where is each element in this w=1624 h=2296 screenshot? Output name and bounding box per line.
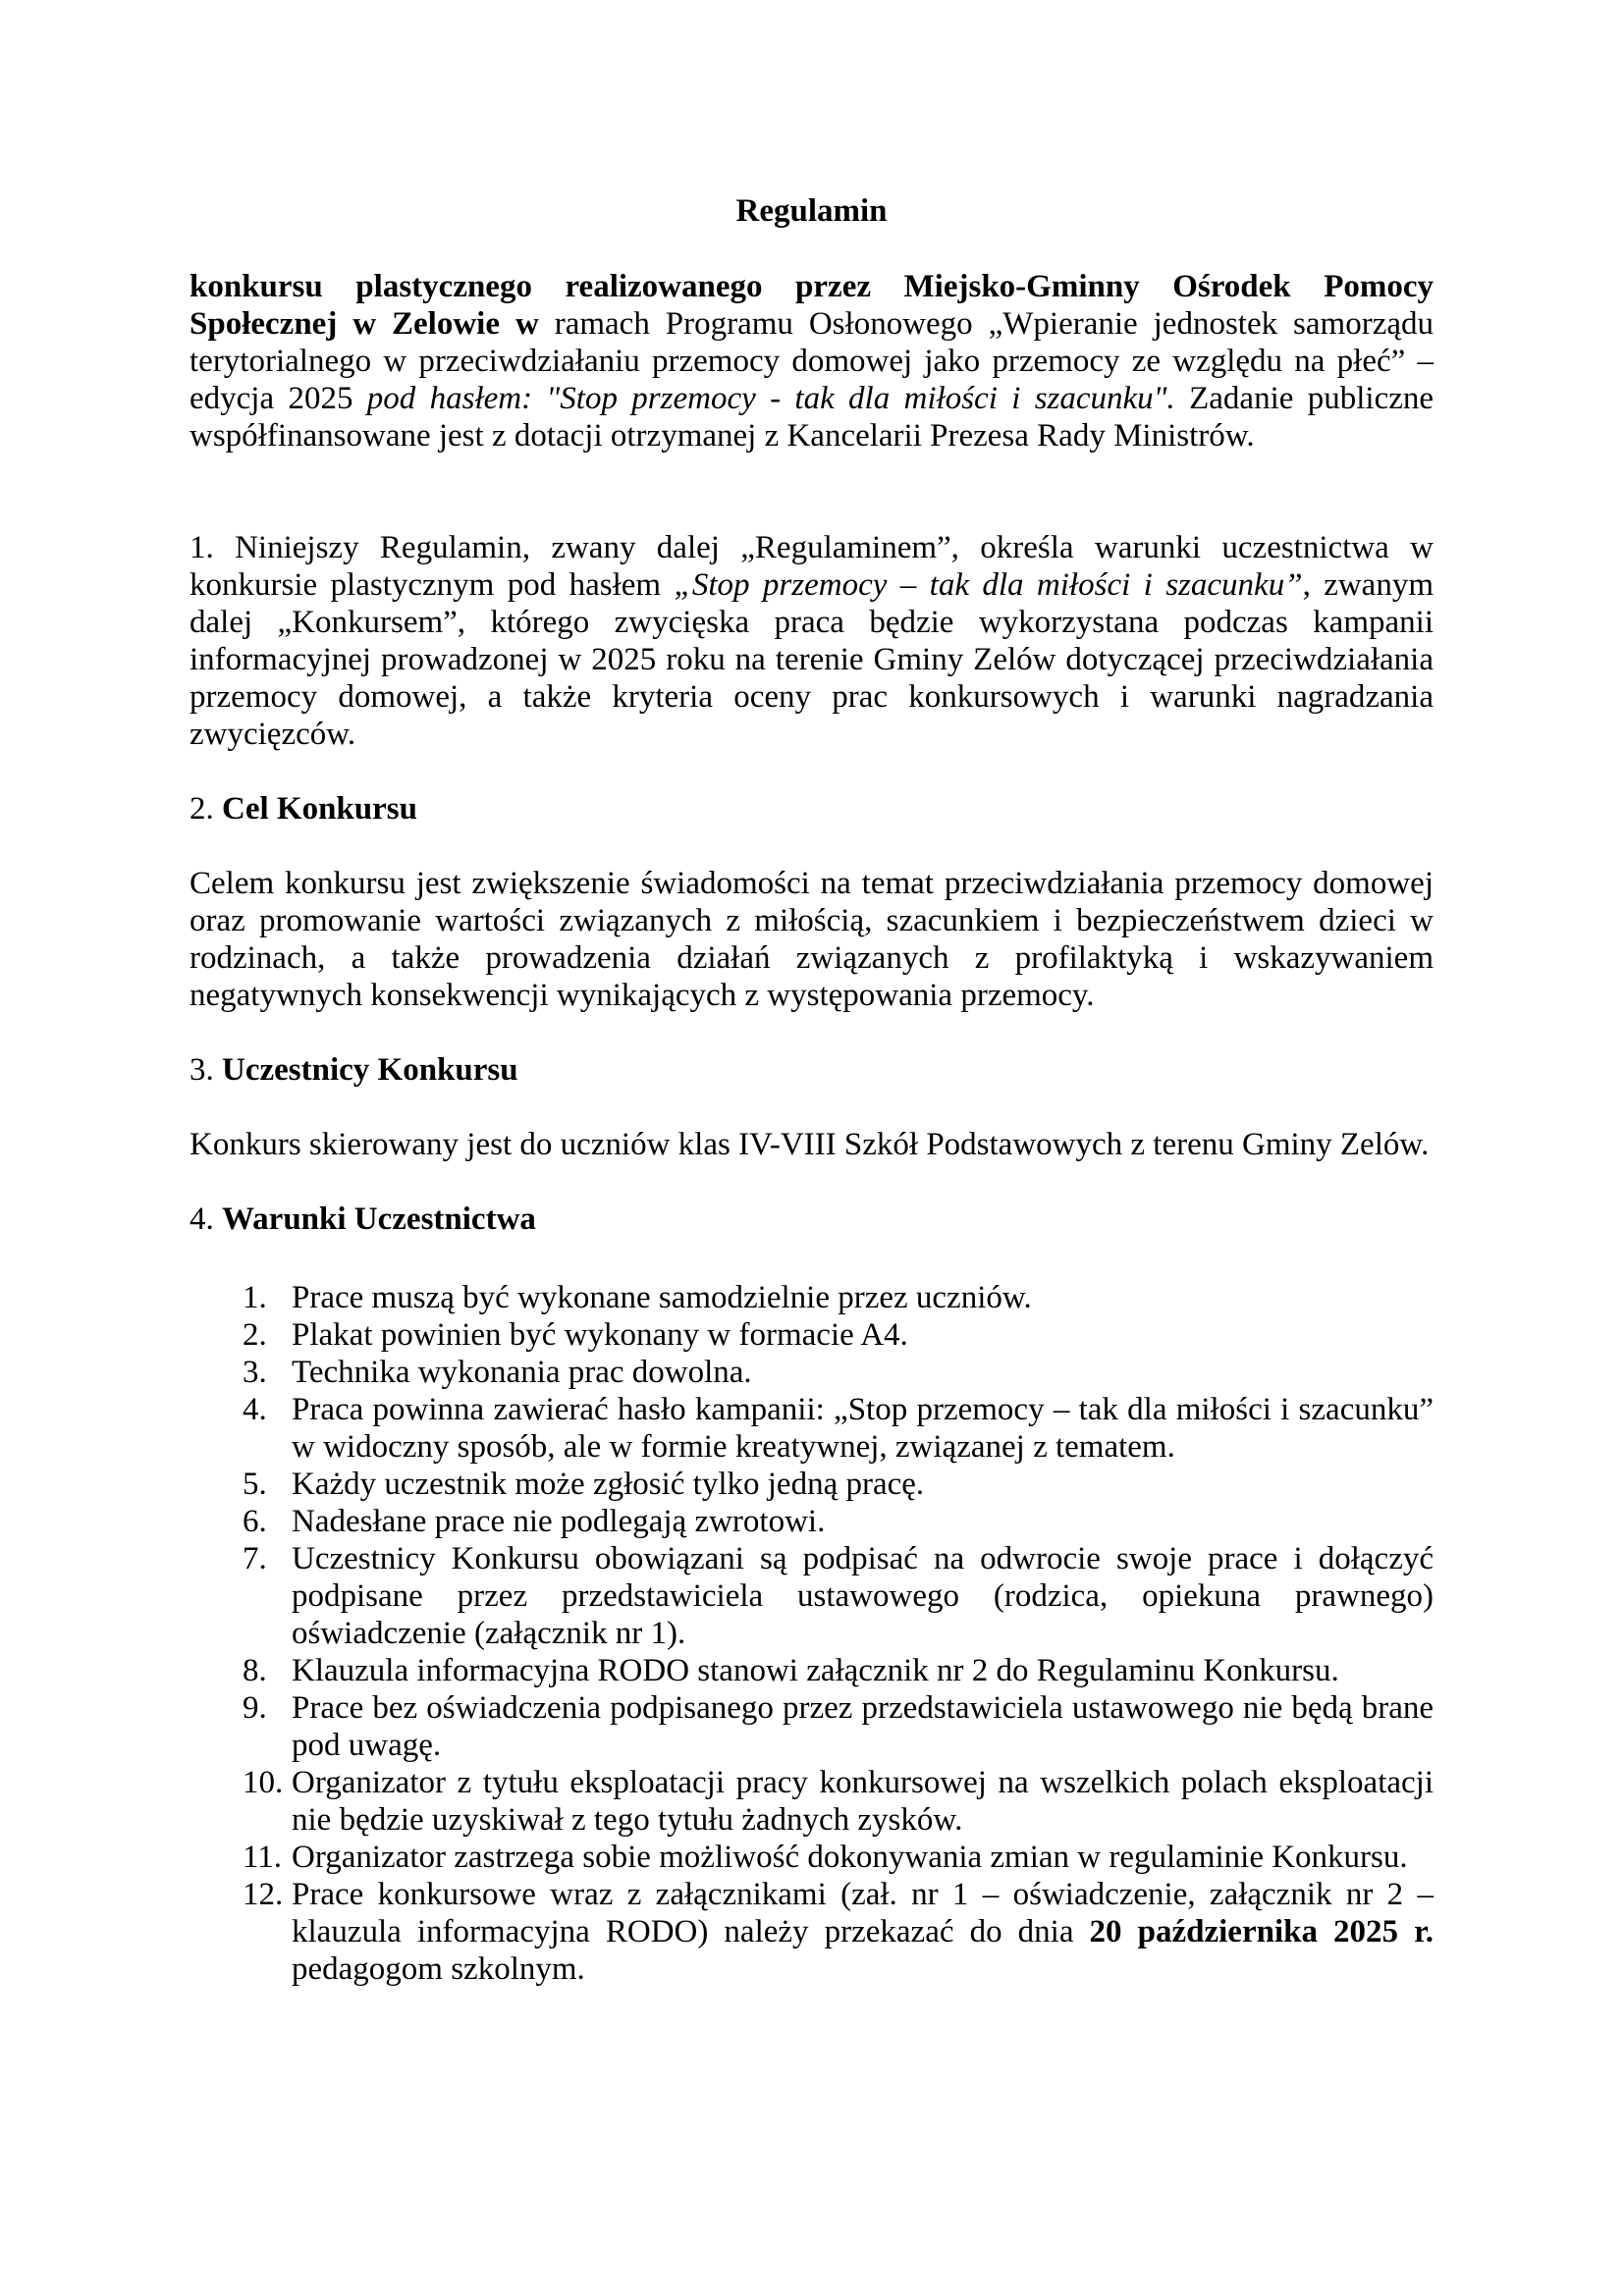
text-segment: 2. [189,791,222,827]
text-segment: Prace konkursowe wraz z załącznikami (zał. nr 1 – oświadczenie, załącznik nr 2 – klauzula informacyjna RODO) należy przekazać do dnia [292,1877,1434,1949]
list-item-number: 2. [243,1317,267,1353]
list-item [189,1839,1434,1876]
list-item [189,1279,1434,1316]
text-segment: pod hasłem: "Stop przemocy - tak dla miłości i szacunku". [366,381,1175,416]
text-segment: Organizator z tytułu eksploatacji pracy konkursowej na wszelkich polach eksploatacji nie będzie uzyskiwał z tego tytułu żadnych zysków. [292,1765,1434,1838]
list-item-number: 10. [243,1765,284,1800]
list-item [189,1876,1434,1988]
text-segment: Celem konkursu jest zwiększenie świadomości na temat przeciwdziałania przemocy domowej oraz promowanie wartości związanych z miłością, szacunkiem i bezpieczeństwem dzieci w rodzinach, a także prowadzenia działań związanych z profilaktyką i wskazywaniem negatywnych konsekwencji wynikających z występowania przemocy. [189,866,1434,1013]
heading-3-uczestnicy-konkursu [189,1051,1434,1089]
list-item-number: 11. [243,1840,283,1875]
paragraph-uczestnicy [189,1126,1434,1163]
list-item [189,1764,1434,1839]
list-item-number: 4. [243,1392,267,1427]
warunki-uczestnictwa-list [189,1279,1434,1988]
list-item [189,1503,1434,1540]
list-item [189,1354,1434,1391]
text-segment: Prace bez oświadczenia podpisanego przez przedstawiciela ustawowego nie będą brane pod uwagę. [292,1690,1434,1763]
text-segment: Nadesłane prace nie podlegają zwrotowi. [292,1504,826,1539]
text-segment: Praca powinna zawierać hasło kampanii: „Stop przemocy – tak dla miłości i szacunku” w widoczny sposób, ale w formie kreatywnej, związanej z tematem. [292,1392,1434,1465]
list-item [189,1391,1434,1466]
text-segment: Technika wykonania prac dowolna. [292,1355,752,1390]
heading-4-warunki-uczestnictwa [189,1201,1434,1238]
text-segment: 3. [189,1052,222,1088]
text-segment: Zadanie publiczne współfinansowane jest z dotacji otrzymanej z Kancelarii Prezesa Rady Ministrów. [189,381,1435,454]
text-segment: Cel Konkursu [222,791,417,827]
text-segment: konkursu plastycznego realizowanego przez Miejsko-Gminny Ośrodek Pomocy Społecznej w Zelowie w [189,269,1434,342]
text-segment: Warunki Uczestnictwa [222,1201,536,1237]
text-segment: 1. Niniejszy Regulamin, zwany dalej „Regulaminem”, określa warunki uczestnictwa w konkursie plastycznym pod hasłem [189,530,1434,603]
paragraph-1-definicje [189,529,1434,753]
list-item [189,1689,1434,1764]
text-segment: „Stop przemocy – tak dla miłości i szacunku” [674,567,1303,603]
list-item [189,1652,1434,1689]
paragraph-cel-konkursu [189,865,1434,1014]
list-item-number: 9. [243,1690,267,1726]
document-title: Regulamin [735,193,888,229]
text-segment: pedagogom szkolnym. [292,1951,585,1987]
text-segment: Uczestnicy Konkursu obowiązani są podpisać na odwrocie swoje prace i dołączyć podpisane przez przedstawiciela ustawowego (rodzica, opiekuna prawnego) oświadczenie (załącznik nr 1). [292,1541,1434,1651]
list-item [189,1466,1434,1503]
list-item-number: 8. [243,1653,267,1688]
text-segment: Klauzula informacyjna RODO stanowi załącznik nr 2 do Regulaminu Konkursu. [292,1653,1339,1688]
text-segment: Organizator zastrzega sobie możliwość dokonywania zmian w regulaminie Konkursu. [292,1840,1408,1875]
list-item [189,1316,1434,1354]
document-body [189,268,1434,1988]
list-item-number: 5. [243,1467,267,1502]
text-segment: Prace muszą być wykonane samodzielnie przez uczniów. [292,1280,1032,1315]
text-segment: Konkurs skierowany jest do uczniów klas IV-VIII Szkół Podstawowych z terenu Gminy Zelów. [189,1127,1430,1162]
text-segment: Plakat powinien być wykonany w formacie A4. [292,1317,908,1353]
list-item [189,1540,1434,1652]
list-item-number: 6. [243,1504,267,1539]
list-item-number: 12. [243,1877,284,1912]
heading-2-cel-konkursu [189,790,1434,828]
list-item-number: 7. [243,1541,267,1576]
list-item-number: 1. [243,1280,267,1315]
text-segment: Każdy uczestnik może zgłosić tylko jedną pracę. [292,1467,925,1502]
list-item-number: 3. [243,1355,267,1390]
text-segment: , zwanym dalej „Konkursem”, którego zwycięska praca będzie wykorzystana podczas kampanii informacyjnej prowadzonej w 2025 roku na terenie Gminy Zelów dotyczącej przeciwdziałania przemocy domowej, a także kryteria oceny prac konkursowych i warunki nagradzania zwycięzców. [189,567,1435,752]
intro-paragraph [189,268,1434,454]
text-segment: 4. [189,1201,222,1237]
text-segment: 20 października 2025 r. [1089,1914,1434,1949]
text-segment: Uczestnicy Konkursu [222,1052,518,1088]
text-segment: ramach Programu Osłonowego „Wpieranie jednostek samorządu terytorialnego w przeciwdziałaniu przemocy domowej jako przemocy ze względu na płeć” – edycja 2025 [189,306,1434,416]
